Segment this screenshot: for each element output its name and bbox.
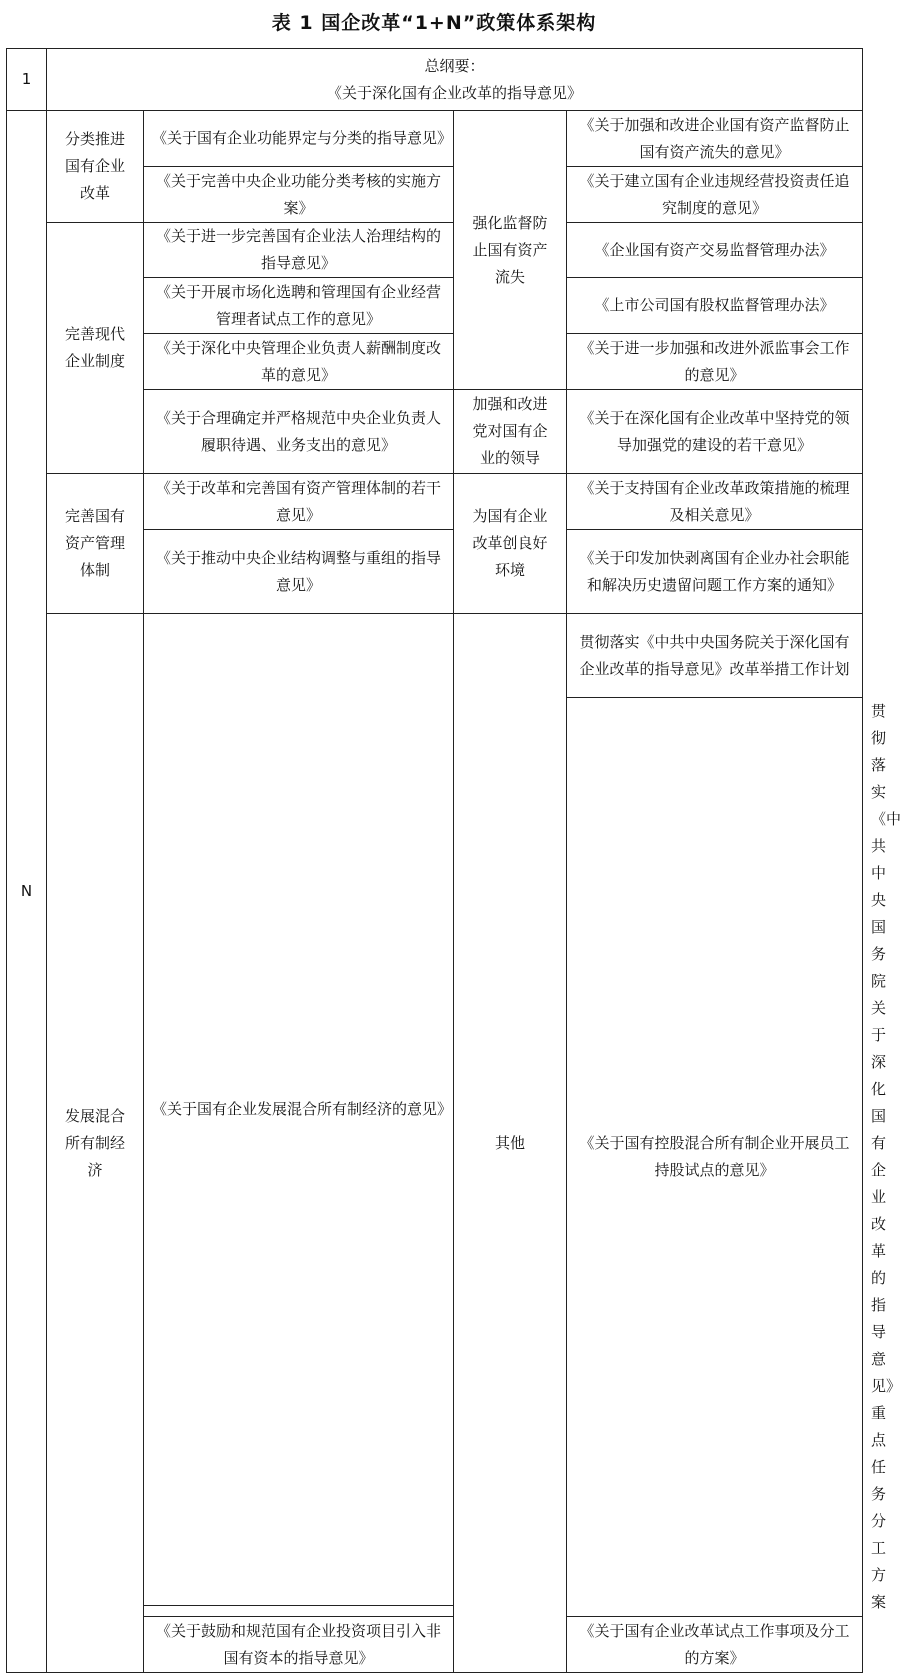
table-title: 表 1 国企改革“1+N”政策体系架构: [271, 12, 597, 34]
group-name: 完善国有资产管理体制: [47, 474, 144, 614]
document-cell: 贯彻落实《中共中央国务院关于深化国有企业改革的指导意见》改革举措工作计划: [567, 614, 863, 698]
document-cell: 《关于进一步完善国有企业法人治理结构的指导意见》: [144, 223, 454, 278]
group-name: 发展混合所有制经济: [47, 614, 144, 1673]
group-name: 分类推进国有企业改革: [47, 111, 144, 223]
group-name: 完善现代企业制度: [47, 223, 144, 474]
row-label-1: 1: [7, 49, 47, 111]
document-cell: 《关于国有企业发展混合所有制经济的意见》: [144, 614, 454, 1606]
document-cell: 《关于推动中央企业结构调整与重组的指导意见》: [144, 530, 454, 614]
group-name: 强化监督防止国有资产流失: [454, 111, 567, 390]
document-cell: 《关于完善中央企业功能分类考核的实施方案》: [144, 167, 454, 223]
document-cell: 《企业国有资产交易监督管理办法》: [567, 223, 863, 278]
table-row: [7, 223, 863, 278]
document-cell: 《关于加强和改进企业国有资产监督防止国有资产流失的意见》: [567, 111, 863, 167]
document-cell: 《关于国有企业功能界定与分类的指导意见》: [144, 111, 454, 167]
general-outline-heading: 总纲要：: [424, 56, 485, 75]
document-cell: 《上市公司国有股权监督管理办法》: [567, 278, 863, 334]
document-cell: 《关于在深化国有企业改革中坚持党的领导加强党的建设的若干意见》: [567, 390, 863, 474]
document-cell: 《关于印发加快剥离国有企业办社会职能和解决历史遗留问题工作方案的通知》: [567, 530, 863, 614]
group-name: 加强和改进党对国有企业的领导: [454, 390, 567, 474]
group-name: 其他: [454, 614, 567, 1673]
table-row: [7, 111, 863, 167]
table-row: [7, 474, 863, 530]
table-row: [7, 614, 863, 698]
document-cell: 《关于国有企业改革试点工作事项及分工的方案》: [567, 1617, 863, 1673]
document-cell: 《关于深化中央管理企业负责人薪酬制度改革的意见》: [144, 334, 454, 390]
general-outline-document: 《关于深化国有企业改革的指导意见》: [327, 83, 583, 102]
row-label-n: N: [7, 111, 47, 1673]
document-cell: 《关于国有控股混合所有制企业开展员工持股试点的意见》: [567, 698, 863, 1617]
document-cell: 《关于开展市场化选聘和管理国有企业经营管理者试点工作的意见》: [144, 278, 454, 334]
document-cell: 《关于改革和完善国有资产管理体制的若干意见》: [144, 474, 454, 530]
policy-framework-table: [6, 48, 901, 1673]
document-cell: 《关于鼓励和规范国有企业投资项目引入非国有资本的指导意见》: [144, 1617, 454, 1673]
table-row: 《关于国有控股混合所有制企业开展员工持股试点的意见》 贯彻落实《中共中央国务院关于深化国有企业改革的指导意见》重点任务分工方案: [7, 698, 863, 1606]
document-cell: 《关于建立国有企业违规经营投资责任追究制度的意见》: [567, 167, 863, 223]
table-row-general: [7, 49, 863, 111]
general-outline-cell: [47, 49, 863, 111]
document-cell: 《关于进一步加强和改进外派监事会工作的意见》: [567, 334, 863, 390]
document-cell: 《关于支持国有企业改革政策措施的梳理及相关意见》: [567, 474, 863, 530]
group-name: 为国有企业改革创良好环境: [454, 474, 567, 614]
document-cell: 《关于合理确定并严格规范中央企业负责人履职待遇、业务支出的意见》: [144, 390, 454, 474]
